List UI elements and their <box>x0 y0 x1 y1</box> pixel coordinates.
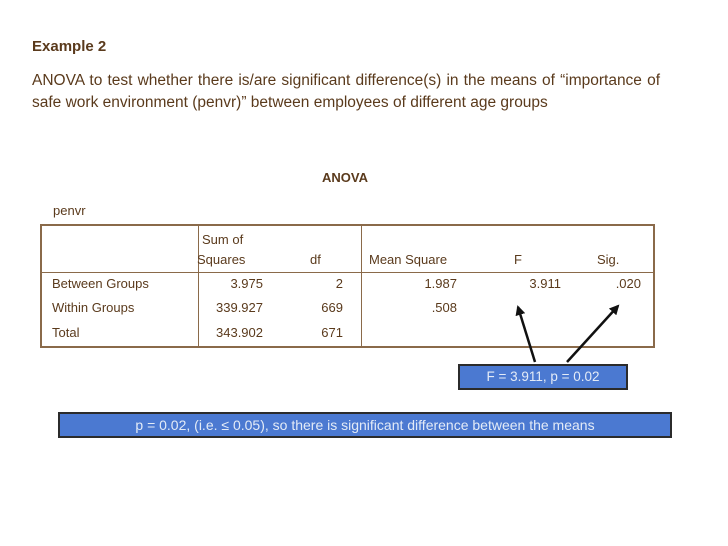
cell-df: 669 <box>321 300 343 315</box>
row-label-total: Total <box>52 325 80 340</box>
dependent-variable-label: penvr <box>53 203 86 218</box>
header-mean-square: Mean Square <box>369 252 448 267</box>
cell-sum-of-squares: 343.902 <box>216 325 263 340</box>
row-label-within-groups: Within Groups <box>52 300 135 315</box>
slide-title: Example 2 <box>32 38 107 55</box>
cell-sum-of-squares: 339.927 <box>216 300 263 315</box>
cell-sig: .020 <box>615 276 641 291</box>
row-label-between-groups: Between Groups <box>52 276 149 291</box>
conclusion-callout: p = 0.02, (i.e. ≤ 0.05), so there is significant difference between the means <box>58 412 672 438</box>
header-f: F <box>514 252 522 267</box>
arrow-to-sig-value <box>567 306 618 362</box>
header-sum-of-squares-line1: Sum of <box>202 232 244 247</box>
result-callout: F = 3.911, p = 0.02 <box>458 364 628 390</box>
header-df: df <box>310 252 321 267</box>
cell-sum-of-squares: 3.975 <box>230 276 263 291</box>
cell-mean-square: 1.987 <box>424 276 457 291</box>
cell-f: 3.911 <box>529 276 561 291</box>
cell-df: 2 <box>335 276 343 291</box>
header-sig: Sig. <box>597 252 620 267</box>
arrow-to-f-value <box>518 307 535 362</box>
cell-df: 671 <box>321 325 343 340</box>
cell-mean-square: .508 <box>431 300 457 315</box>
slide-description: ANOVA to test whether there is/are significant difference(s) in the means of “importance of safe work environment (penvr)” between employees of different age groups <box>32 72 660 111</box>
header-sum-of-squares-line2: Squares <box>197 252 246 267</box>
anova-table-title: ANOVA <box>322 170 368 185</box>
